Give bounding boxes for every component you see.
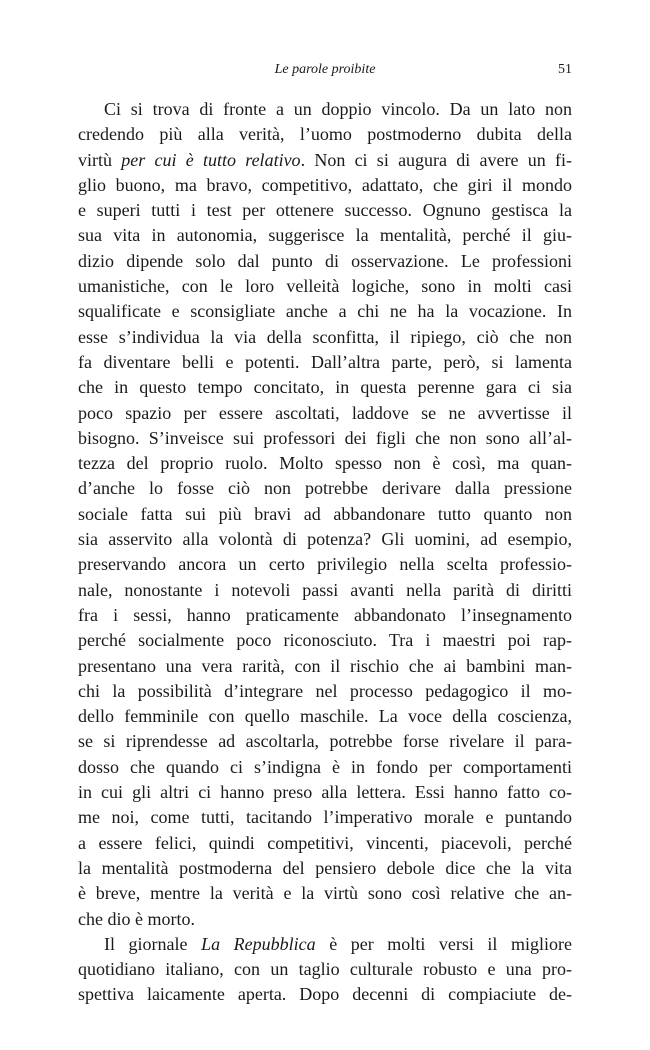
text-run: perché socialmente poco riconosciuto. Tra i maestri poi rap- [78,630,572,651]
text-line [78,881,572,906]
text-run: che in questo tempo concitato, in questa perenne gara ci sia [78,377,572,398]
text-run: la mentalità postmoderna del pensiero debole dice che la vita [78,857,572,878]
text-line [78,375,572,400]
paragraph [78,932,572,1008]
text-line [78,755,572,780]
page-number: 51 [558,62,572,77]
text-line [78,223,572,248]
body-text [78,97,572,1008]
text-line [78,97,572,122]
text-run: nale, nonostante i notevoli passi avanti nella parità di diritti [78,579,572,600]
text-run: dello femminile con quello maschile. La voce della coscienza, [78,706,572,727]
text-line [78,148,572,173]
text-run: preservando ancora un certo privilegio nella scelta professio- [78,554,572,575]
text-line [78,502,572,527]
text-line [78,856,572,881]
text-line [78,907,572,932]
text-run: spettiva laicamente aperta. Dopo decenni di compiaciute de- [78,984,572,1005]
text-line [78,729,572,754]
text-run: e superi tutti i test per ottenere successo. Ognuno gestisca la [78,200,572,221]
text-line [78,476,572,501]
text-run: umanistiche, con le loro velleità logiche, sono in molti casi [78,276,572,297]
text-run: in cui gli altri ci hanno preso alla lettera. Essi hanno fatto co- [78,782,572,803]
text-line [78,451,572,476]
text-run: . Non ci si augura di avere un fi- [300,149,573,170]
text-line [78,780,572,805]
text-line [78,249,572,274]
text-run: credendo più alla verità, l’uomo postmoderno dubita della [78,124,572,145]
text-line [78,578,572,603]
running-head [78,62,572,82]
text-run: me noi, come tutti, tacitando l’imperativo morale e puntando [78,807,572,828]
text-run: d’anche lo fosse ciò non potrebbe derivare dalla pressione [78,478,572,499]
text-run: sua vita in autonomia, suggerisce la mentalità, perché il giu- [78,225,572,246]
text-run: se si riprendesse ad ascoltarla, potrebbe forse rivelare il para- [78,731,572,752]
text-run: è per molti versi il migliore [315,933,572,954]
text-line [78,552,572,577]
text-run: dosso che quando ci s’indigna è in fondo per comportamenti [78,756,572,777]
text-run: è breve, mentre la verità e la virtù sono così relative che an- [78,883,572,904]
text-run: squalificate e sconsigliate anche a chi ne ha la vocazione. In [78,301,572,322]
text-line [78,932,572,957]
text-run: Il giornale [104,933,202,954]
text-line [78,603,572,628]
text-run: quotidiano italiano, con un taglio culturale robusto e una pro- [78,959,572,980]
text-run: fra i sessi, hanno praticamente abbandonato l’insegnamento [78,604,572,625]
text-run: dizio dipende solo dal punto di osservazione. Le professioni [78,250,572,271]
text-line [78,274,572,299]
text-line [78,679,572,704]
text-line [78,122,572,147]
text-line [78,350,572,375]
text-run: poco spazio per essere ascoltati, laddove se ne avvertisse il [78,402,572,423]
text-run: chi la possibilità d’integrare nel processo pedagogico il mo- [78,680,572,701]
text-line [78,325,572,350]
running-title: Le parole proibite [274,62,376,77]
text-run: fa diventare belli e potenti. Dall’altra parte, però, si lamenta [78,351,572,372]
text-run: sociale fatta sui più bravi ad abbandonare tutto quanto non [78,503,572,524]
italic-text-run: per cui è tutto relativo [121,149,301,170]
text-line [78,426,572,451]
text-run: a essere felici, quindi competitivi, vincenti, piacevoli, perché [78,832,572,853]
text-line [78,173,572,198]
text-run: Ci si trova di fronte a un doppio vincolo. Da un lato non [104,99,572,119]
text-line [78,198,572,223]
text-line [78,527,572,552]
text-line [78,401,572,426]
text-run: virtù [78,149,122,170]
paragraph [78,97,572,932]
text-run: tezza del proprio ruolo. Molto spesso non è così, ma quan- [78,453,572,474]
text-run: glio buono, ma bravo, competitivo, adattato, che giri il mondo [78,174,572,195]
italic-text-run: La Repubblica [201,933,316,954]
text-line [78,654,572,679]
text-line [78,704,572,729]
text-run: bisogno. S’inveisce sui professori dei figli che non sono all’al- [78,427,572,448]
text-run: che dio è morto. [78,908,195,929]
text-line [78,982,572,1007]
text-run: esse s’individua la via della sconfitta, il ripiego, ciò che non [78,326,572,347]
text-line [78,299,572,324]
text-line [78,628,572,653]
text-line [78,957,572,982]
text-line [78,831,572,856]
text-line [78,805,572,830]
text-run: presentano una vera rarità, con il rischio che ai bambini man- [78,655,572,676]
text-run: sia asservito alla volontà di potenza? Gli uomini, ad esempio, [78,529,572,550]
